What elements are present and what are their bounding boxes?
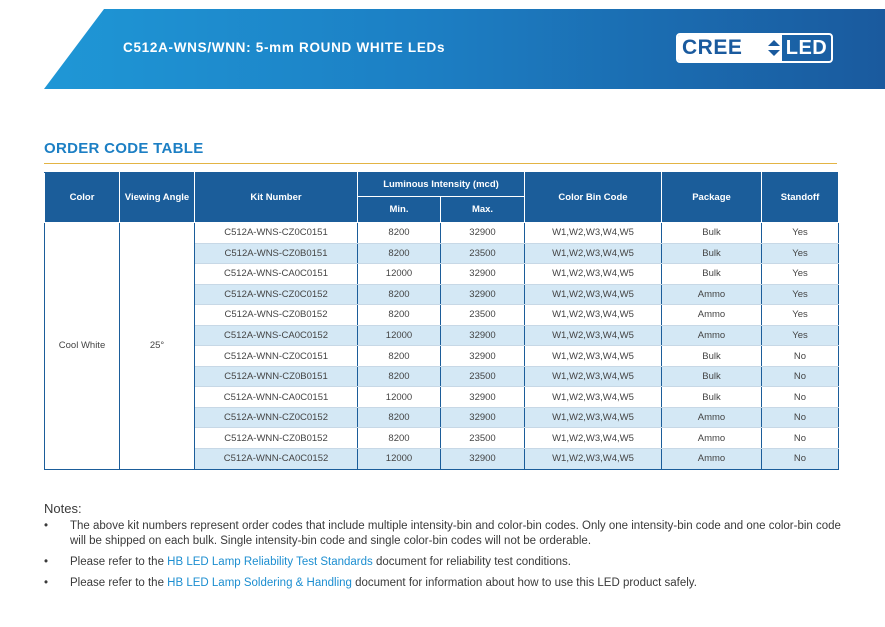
cell-max: 23500 xyxy=(441,428,525,449)
cell-max: 32900 xyxy=(441,407,525,428)
cell-color-bin: W1,W2,W3,W4,W5 xyxy=(525,305,662,326)
cell-kit-number: C512A-WNS-CA0C0151 xyxy=(195,264,358,285)
section-title: ORDER CODE TABLE xyxy=(44,140,204,157)
cell-color-bin: W1,W2,W3,W4,W5 xyxy=(525,387,662,408)
cell-color-bin: W1,W2,W3,W4,W5 xyxy=(525,366,662,387)
note-text: The above kit numbers represent order codes that include multiple intensity-bin and color-bin codes. Only one intensity-bin code and one color-bin code will be shipped on each bulk. Single intensity-bin code and single color-bin codes will not be orderable. xyxy=(70,520,841,547)
cell-standoff: No xyxy=(762,366,839,387)
header-color-bin-code: Color Bin Code xyxy=(525,173,662,223)
cell-min: 8200 xyxy=(358,366,441,387)
cell-kit-number: C512A-WNN-CZ0C0151 xyxy=(195,346,358,367)
cell-max: 32900 xyxy=(441,346,525,367)
cell-kit-number: C512A-WNN-CA0C0151 xyxy=(195,387,358,408)
header-viewing-angle: Viewing Angle xyxy=(120,173,195,223)
logo-cree-text: CREE xyxy=(678,35,766,61)
cell-color: Cool White xyxy=(45,223,120,470)
cell-package: Ammo xyxy=(662,407,762,428)
cell-package: Bulk xyxy=(662,264,762,285)
cell-standoff: Yes xyxy=(762,284,839,305)
cell-standoff: No xyxy=(762,449,839,470)
cell-standoff: No xyxy=(762,387,839,408)
cell-min: 12000 xyxy=(358,264,441,285)
cell-max: 32900 xyxy=(441,325,525,346)
cell-color-bin: W1,W2,W3,W4,W5 xyxy=(525,223,662,244)
header-luminous-intensity: Luminous Intensity (mcd) xyxy=(358,173,525,197)
cell-max: 32900 xyxy=(441,223,525,244)
cell-kit-number: C512A-WNN-CZ0B0151 xyxy=(195,366,358,387)
cell-min: 8200 xyxy=(358,346,441,367)
note-text-suffix: document for information about how to use this LED product safely. xyxy=(351,577,697,589)
cell-kit-number: C512A-WNN-CA0C0152 xyxy=(195,449,358,470)
cell-standoff: No xyxy=(762,407,839,428)
cell-kit-number: C512A-WNN-CZ0B0152 xyxy=(195,428,358,449)
cell-standoff: Yes xyxy=(762,243,839,264)
notes-title: Notes: xyxy=(44,501,82,516)
header-package: Package xyxy=(662,173,762,223)
cell-min: 8200 xyxy=(358,428,441,449)
cell-color-bin: W1,W2,W3,W4,W5 xyxy=(525,325,662,346)
cell-color-bin: W1,W2,W3,W4,W5 xyxy=(525,264,662,285)
cell-standoff: No xyxy=(762,346,839,367)
cree-led-logo xyxy=(676,33,833,63)
table-row xyxy=(45,223,839,244)
bullet: • xyxy=(44,520,49,532)
cell-min: 8200 xyxy=(358,407,441,428)
cell-package: Bulk xyxy=(662,243,762,264)
cell-max: 32900 xyxy=(441,449,525,470)
section-divider xyxy=(44,163,837,164)
reliability-standards-link[interactable]: HB LED Lamp Reliability Test Standards xyxy=(167,556,373,568)
bullet: • xyxy=(44,577,49,589)
cell-max: 32900 xyxy=(441,284,525,305)
cell-min: 8200 xyxy=(358,284,441,305)
cell-max: 23500 xyxy=(441,243,525,264)
cell-package: Bulk xyxy=(662,366,762,387)
cell-kit-number: C512A-WNS-CZ0C0151 xyxy=(195,223,358,244)
note-item xyxy=(44,555,844,570)
cell-package: Ammo xyxy=(662,284,762,305)
order-code-table xyxy=(44,172,839,470)
cell-color-bin: W1,W2,W3,W4,W5 xyxy=(525,428,662,449)
cell-kit-number: C512A-WNN-CZ0C0152 xyxy=(195,407,358,428)
cell-max: 23500 xyxy=(441,366,525,387)
cell-standoff: No xyxy=(762,428,839,449)
cell-min: 8200 xyxy=(358,305,441,326)
cell-package: Ammo xyxy=(662,428,762,449)
cell-kit-number: C512A-WNS-CZ0B0152 xyxy=(195,305,358,326)
document-title: C512A-WNS/WNN: 5-mm ROUND WHITE LEDs xyxy=(123,40,446,55)
bullet: • xyxy=(44,556,49,568)
logo-led-text: LED xyxy=(785,36,828,59)
cell-package: Ammo xyxy=(662,325,762,346)
cell-color-bin: W1,W2,W3,W4,W5 xyxy=(525,284,662,305)
cell-min: 12000 xyxy=(358,449,441,470)
cell-color-bin: W1,W2,W3,W4,W5 xyxy=(525,243,662,264)
header-standoff: Standoff xyxy=(762,173,839,223)
cell-package: Ammo xyxy=(662,305,762,326)
cell-standoff: Yes xyxy=(762,325,839,346)
cell-standoff: Yes xyxy=(762,305,839,326)
cell-package: Bulk xyxy=(662,387,762,408)
note-text-prefix: Please refer to the xyxy=(70,556,168,568)
header-min: Min. xyxy=(358,197,441,223)
cell-kit-number: C512A-WNS-CZ0C0152 xyxy=(195,284,358,305)
cell-max: 32900 xyxy=(441,264,525,285)
cell-min: 12000 xyxy=(358,387,441,408)
cell-package: Bulk xyxy=(662,223,762,244)
logo-arrows-icon xyxy=(766,35,782,61)
cell-kit-number: C512A-WNS-CZ0B0151 xyxy=(195,243,358,264)
cell-min: 8200 xyxy=(358,223,441,244)
note-text-suffix: document for reliability test conditions. xyxy=(372,556,571,568)
cell-package: Bulk xyxy=(662,346,762,367)
header-kit-number: Kit Number xyxy=(195,173,358,223)
cell-viewing-angle: 25° xyxy=(120,223,195,470)
header-color: Color xyxy=(45,173,120,223)
cell-max: 32900 xyxy=(441,387,525,408)
cell-package: Ammo xyxy=(662,449,762,470)
soldering-handling-link[interactable]: HB LED Lamp Soldering & Handling xyxy=(167,577,352,589)
note-text-prefix: Please refer to the xyxy=(70,577,168,589)
cell-color-bin: W1,W2,W3,W4,W5 xyxy=(525,346,662,367)
cell-min: 12000 xyxy=(358,325,441,346)
note-item xyxy=(44,519,844,549)
cell-max: 23500 xyxy=(441,305,525,326)
cell-color-bin: W1,W2,W3,W4,W5 xyxy=(525,407,662,428)
cell-standoff: Yes xyxy=(762,223,839,244)
cell-color-bin: W1,W2,W3,W4,W5 xyxy=(525,449,662,470)
cell-min: 8200 xyxy=(358,243,441,264)
cell-standoff: Yes xyxy=(762,264,839,285)
note-item xyxy=(44,576,844,591)
header-max: Max. xyxy=(441,197,525,223)
notes-section xyxy=(44,501,844,597)
cell-kit-number: C512A-WNS-CA0C0152 xyxy=(195,325,358,346)
